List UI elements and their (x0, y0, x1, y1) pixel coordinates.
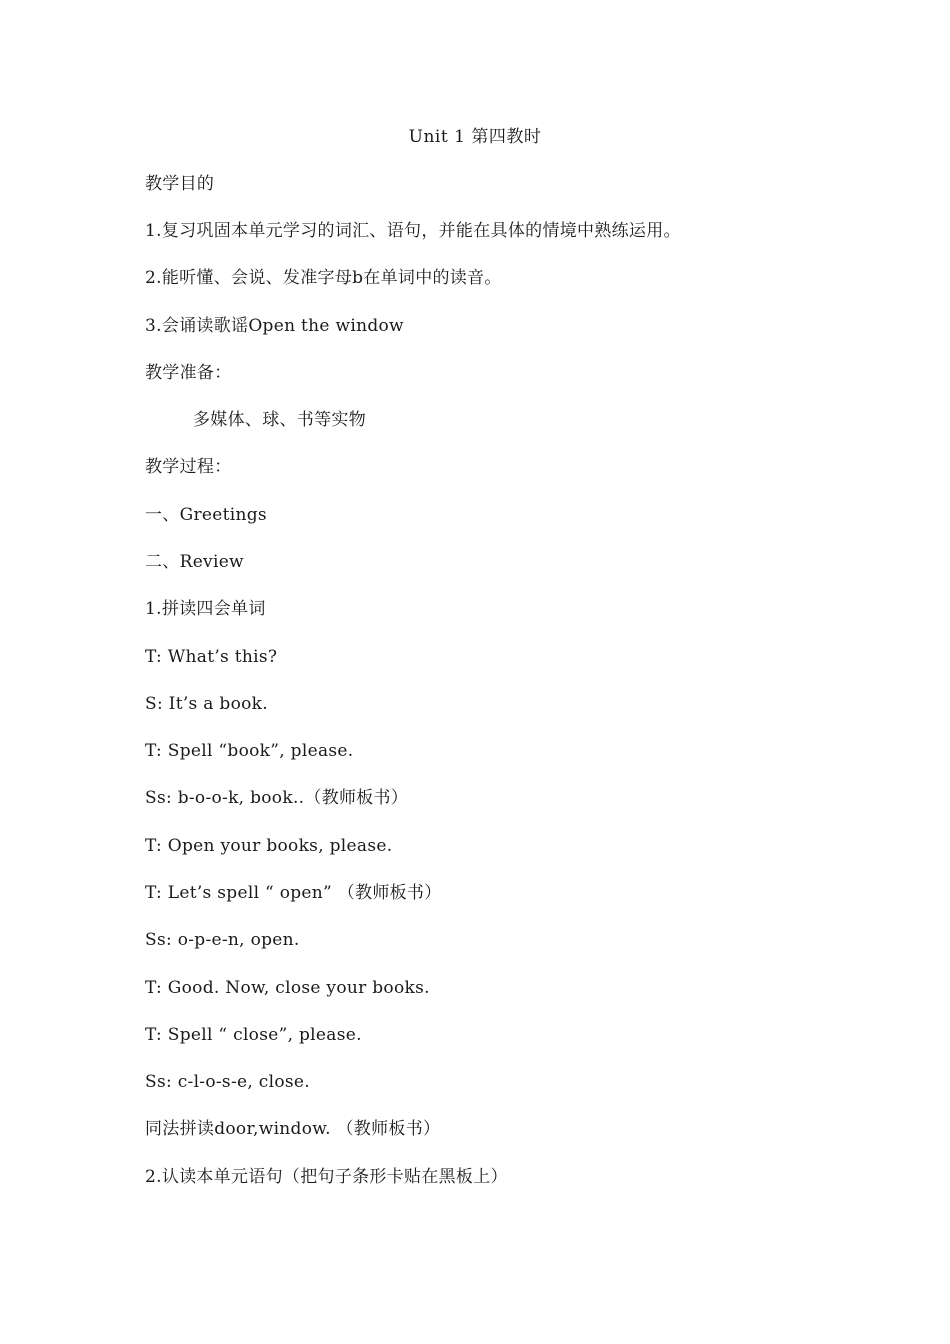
dialogue-line: T: Spell “ close”, please. (145, 1025, 362, 1045)
process-step-review: 二、Review (145, 552, 244, 572)
dialogue-line: Ss: b-o-o-k, book..（教师板书） (145, 788, 409, 808)
objective-item-1: 1.复习巩固本单元学习的词汇、语句，并能在具体的情境中熟练运用。 (145, 221, 681, 241)
instruction-line: 同法拼读door,window. （教师板书） (145, 1119, 441, 1139)
objective-item-3: 3.会诵读歌谣Open the window (145, 316, 404, 336)
dialogue-line: Ss: c-l-o-s-e, close. (145, 1072, 310, 1092)
document-title: Unit 1 第四教时 (408, 127, 542, 147)
review-substep-1: 1.拼读四会单词 (145, 599, 266, 619)
process-step-greetings: 一、Greetings (145, 505, 267, 525)
dialogue-line: T: Open your books, please. (145, 836, 393, 856)
dialogue-line: T: What’s this? (145, 647, 278, 667)
dialogue-line: T: Let’s spell “ open” （教师板书） (145, 883, 442, 903)
dialogue-line: Ss: o-p-e-n, open. (145, 930, 300, 950)
preparation-materials: 多媒体、球、书等实物 (193, 410, 366, 430)
review-substep-2: 2.认读本单元语句（把句子条形卡贴在黑板上） (145, 1167, 508, 1187)
section-heading-objectives: 教学目的 (145, 174, 215, 194)
section-heading-process: 教学过程： (145, 457, 232, 477)
dialogue-line: T: Spell “book”, please. (145, 741, 354, 761)
dialogue-line: T: Good. Now, close your books. (145, 978, 430, 998)
objective-item-2: 2.能听懂、会说、发准字母b在单词中的读音。 (145, 268, 502, 288)
dialogue-line: S: It’s a book. (145, 694, 268, 714)
section-heading-preparation: 教学准备： (145, 363, 232, 383)
